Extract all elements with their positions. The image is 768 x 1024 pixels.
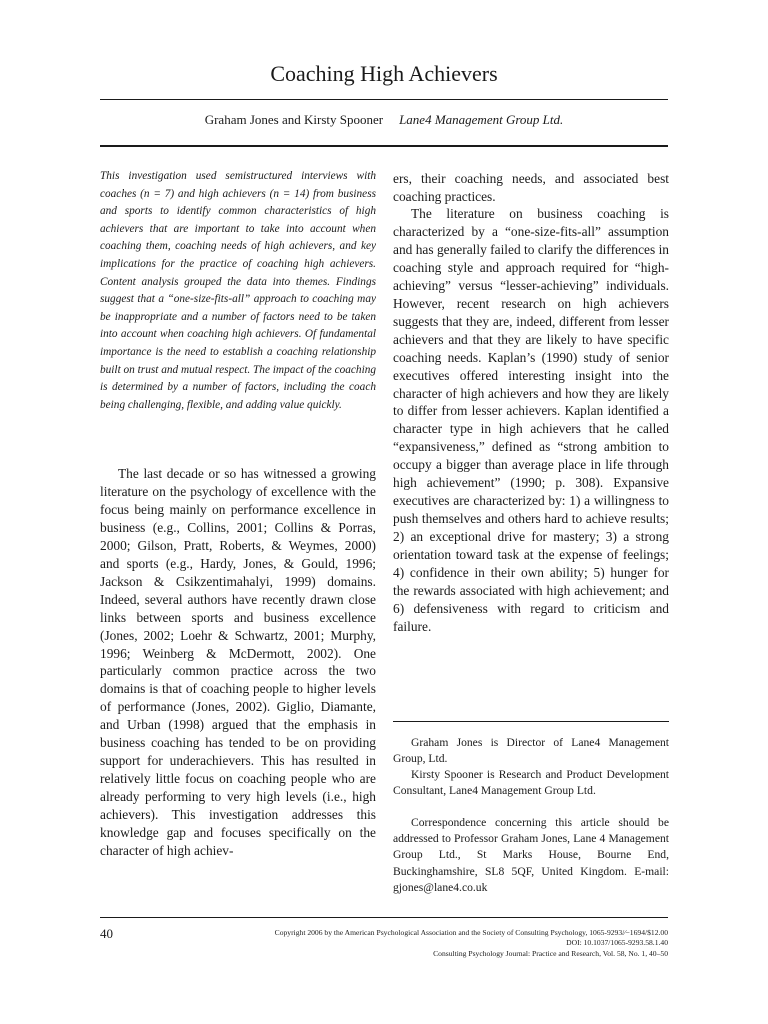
copyright-line: Copyright 2006 by the American Psychological Association and the Society of Consulting Psychology, 1065-9293/∕−1694/$12.00 — [274, 928, 668, 937]
journal-line: Consulting Psychology Journal: Practice and Research, Vol. 58, No. 1, 40–50 — [433, 948, 668, 958]
footnote-author-1: Graham Jones is Director of Lane4 Management Group, Ltd. — [393, 736, 669, 766]
body-paragraph-2: The literature on business coaching is characterized by a “one-size-fits-all” assumption and has generally failed to clarify the differences in coaching style and approach required for “high-achieving” versus “lesser-achieving” individuals. However, recent research on high achievers suggests that they are, indeed, different from lesser achievers and that they are likely to have specific coaching needs. Kaplan’s (1990) study of senior executives offered interesting insight into the character of high achievers and how they are likely to differ from lesser achievers. Kaplan identified a character type in high achievers that he called “expansiveness,” defined as “strong ambition to occupy a bigger than average place in life through high achievement” (1990; p. 308). Expansive executives are characterized by: 1) a willingness to push themselves and others hard to achieve results; 2) an exceptional drive for mastery; 3) a strong orientation toward task at the expense of feelings; 4) confidence in their own ability; 5) hunger for the rewards associated with high achievement; and 6) defensiveness with regard to criticism and failure. — [393, 206, 669, 634]
header-rule — [100, 145, 668, 147]
article-title: Coaching High Achievers — [270, 61, 498, 86]
body-paragraph-1-continued: ers, their coaching needs, and associated best coaching practices. — [393, 171, 669, 204]
body-paragraph-1: The last decade or so has witnessed a growing literature on the psychology of excellence with the focus being mainly on performance excellence in business (e.g., Collins, 2001; Collins & Porras, 2000; Gilson, Pratt, Roberts, & Weymes, 2000) and sports (e.g., Hardy, Jones, & Gould, 1996; Jackson & Csikzentimahalyi, 1999) domains. Indeed, several authors have recently drawn close links between sports and business excellence (Jones, 2002; Loehr & Schwartz, 2001; Murphy, 1996; Weinberg & McDermott, 2002). One particularly common practice across the two domains is that of coaching people to higher levels of performance (Jones, 2002). Giglio, Diamante, and Urban (1998) argued that the emphasis in business coaching has tended to be on providing support for underachievers. This has resulted in relatively little focus on coaching people who are already performing to very high levels (i.e., high achievers). This investigation addresses this knowledge gap and focuses specifically on the character of high achiev- — [100, 466, 376, 859]
footer-rule — [100, 917, 668, 918]
footnote-author-2: Kirsty Spooner is Research and Product Development Consultant, Lane4 Management Group Ltd. — [393, 768, 669, 798]
author-affiliation: Lane4 Management Group Ltd. — [399, 112, 564, 127]
footnote-rule — [393, 721, 669, 722]
page-number: 40 — [100, 926, 113, 941]
doi-line: DOI: 10.1037/1065-9293.58.1.40 — [566, 938, 668, 948]
footnote-correspondence: Correspondence concerning this article should be addressed to Professor Graham Jones, Lane 4 Management Group Ltd., St Marks House, Bourne End, Buckinghamshire, SL8 5QF, United Kingdom. E-mail: gjones@lane4.co.uk — [393, 816, 669, 894]
copyright-block — [128, 928, 668, 959]
abstract: This investigation used semistructured interviews with coaches (n = 7) and high achievers (n = 14) from business and sports to identify common characteristics of high achievers that are important to take into account when coaching them, coaching needs of high achievers, and key implications for the practice of coaching high achievers. Content analysis grouped the data into themes. Findings suggest that a “one-size-fits-all” approach to coaching may be inappropriate and a number of factors need to be taken into account when coaching high achievers. Of fundamental importance is the need to establish a coaching relationship built on trust and mutual respect. The impact of the coaching is determined by a number of factors, including the coach being challenging, flexible, and adding value quickly. — [100, 170, 377, 411]
byline — [100, 110, 668, 130]
title-rule — [100, 99, 668, 100]
author-names: Graham Jones and Kirsty Spooner — [204, 112, 384, 127]
